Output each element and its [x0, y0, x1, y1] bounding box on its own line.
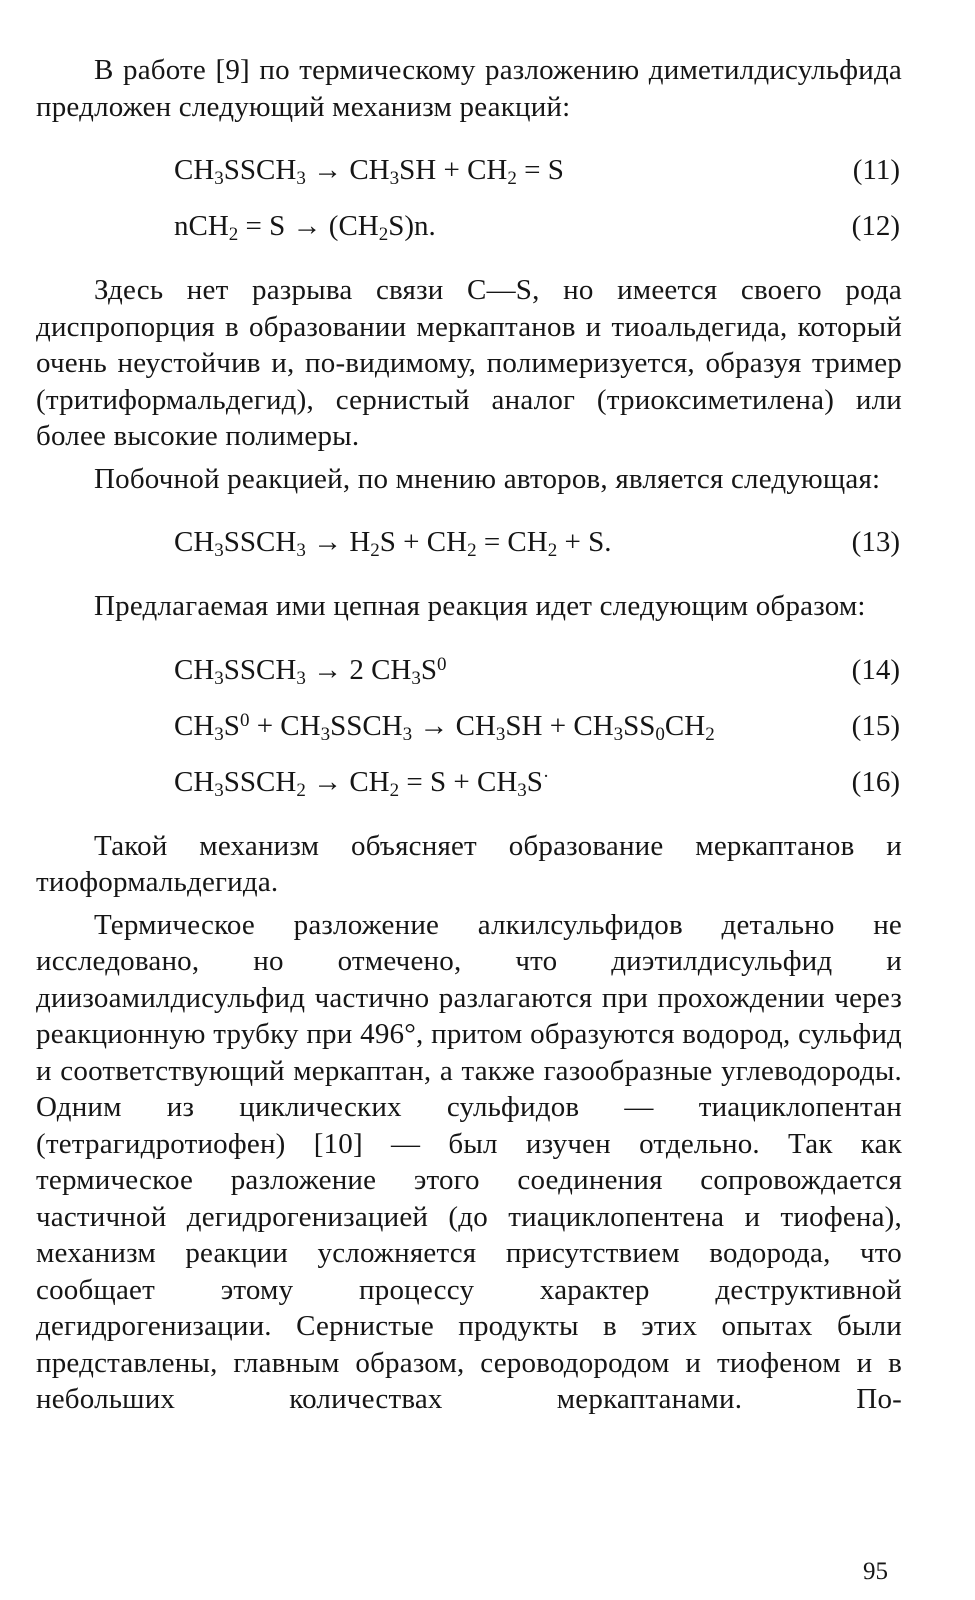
equation-12-formula: $nCH_2 = S \to (CH_2S)n$.: [174, 210, 436, 245]
equation-16-number: (16): [851, 765, 900, 798]
equation-14: [36, 642, 902, 698]
equation-13-number: (13): [851, 526, 900, 558]
equation-16: [36, 754, 902, 810]
equation-group-2: [36, 514, 902, 570]
equation-14-number: (14): [851, 653, 900, 686]
paragraph-disproportion: Здесь нет разрыва связи C—S, но имеется своего рода диспропорция в образовании меркаптанов и тиоальдегида, который очень неустойчив и, по-видимому, полимеризуется, образуя тример (тритиформальдегид), сернистый аналог (триоксиметилена) или более высокие полимеры.: [36, 274, 902, 452]
paragraph-thermal-decomposition: Термическое разложение алкилсульфидов детально не исследовано, но отмечено, что диэтилдисульфид и диизоамилдисульфид частично разлагаются при прохождении через реакционную трубку при 496°, притом образуются водород, сульфид и соответствующий меркаптан, а также газообразные углеводороды. Одним из циклических сульфидов — тиациклопентан (тетрагидротиофен) [10] — был изучен отдельно. Так как термическое разложение этого соединения сопровождается частичной дегидрогенизацией (до тиациклопентена и тиофена), механизм реакции усложняется присутствием водорода, что сообщает этому процессу характер деструктивной дегидрогенизации. Сернистые продукты в этих опытах были представлены, главным образом, сероводородом и тиофеном и в небольших количествах меркаптанами. По-: [36, 908, 902, 1415]
paragraph-intro: В работе [9] по термическому разложению диметилдисульфида предложен следующий механизм реакций:: [36, 54, 902, 123]
equation-15: [36, 698, 902, 754]
page-number: 95: [863, 1558, 888, 1585]
paragraph-mechanism-summary: Такой механизм объясняет образование меркаптанов и тиоформальдегида.: [36, 829, 902, 898]
equation-16-formula: $CH_3SSCH_2 \to CH_2 = S + CH_3S^\cdot$: [174, 765, 550, 801]
equation-15-formula: $CH_3S^0$ + $CH_3SSCH_3 \to CH_3SH + CH_3SS_0CH_2$: [174, 709, 715, 745]
equation-13: [36, 514, 902, 570]
equation-group-3: [36, 642, 902, 810]
equation-15-number: (15): [851, 709, 900, 742]
equation-group-1: [36, 142, 902, 254]
equation-13-formula: $CH_3SSCH_3 \to H_2S + CH_2 = CH_2 + S$.: [174, 526, 612, 561]
equation-12-number: (12): [851, 210, 900, 242]
equation-11: [36, 142, 902, 198]
paragraph-chain-reaction: Предлагаемая ими цепная реакция идет следующим образом:: [94, 590, 866, 622]
equation-12: [36, 198, 902, 254]
book-page: [36, 52, 902, 1592]
equation-11-formula: $CH_3SSCH_3 \to CH_3SH + CH_2 = S$: [174, 154, 564, 189]
paragraph-side-reaction: Побочной реакцией, по мнению авторов, является следующая:: [94, 462, 881, 495]
equation-14-formula: $CH_3SSCH_3 \to 2$ $CH_3S^0$: [174, 653, 447, 689]
equation-11-number: (11): [852, 154, 900, 186]
